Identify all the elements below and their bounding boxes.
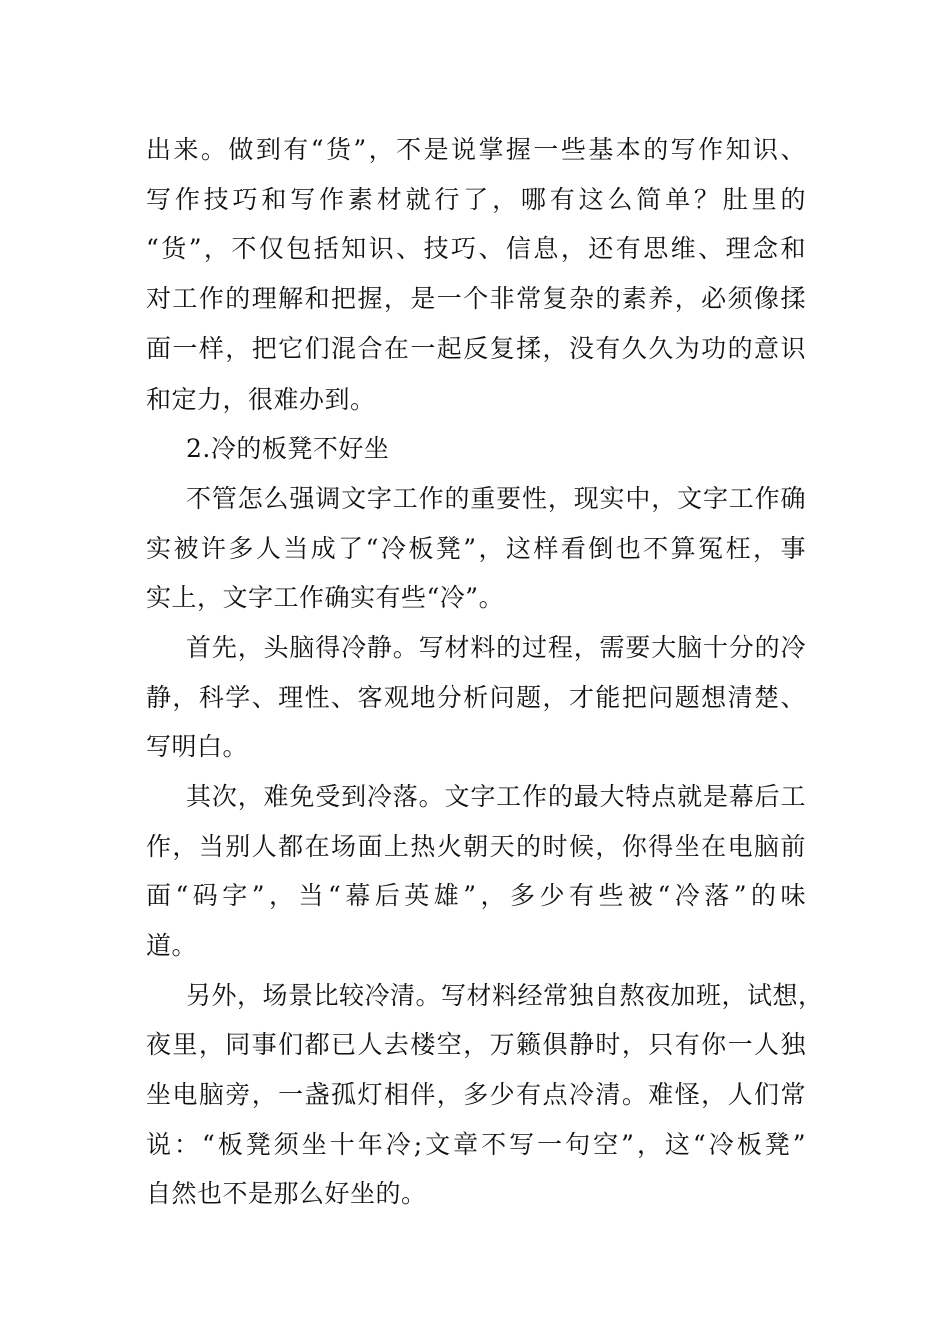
text-line: 对工作的理解和把握，是一个非常复杂的素养，必须像揉 [146,284,806,313]
text-line: “货”，不仅包括知识、技巧、信息，还有思维、理念和 [146,234,806,263]
text-line: 写明白。 [146,732,249,761]
text-line: 面“码字”，当“幕后英雄”，多少有些被“冷落”的味 [146,881,806,910]
text-line: 静，科学、理性、客观地分析问题，才能把问题想清楚、 [146,683,806,712]
text-line: 实上，文字工作确实有些“冷”。 [146,583,505,612]
text-line: 写作技巧和写作素材就行了，哪有这么简单？肚里的 [146,185,806,214]
text-line: 道。 [146,931,198,960]
section-heading: 2.冷的板凳不好坐 [186,434,390,463]
text-line: 说：“板凳须坐十年冷;文章不写一句空”，这“冷板凳” [146,1130,806,1159]
text-line: 首先，头脑得冷静。写材料的过程，需要大脑十分的冷 [186,633,806,662]
text-line: 自然也不是那么好坐的。 [146,1179,427,1208]
text-line: 夜里，同事们都已人去楼空，万籁俱静时，只有你一人独 [146,1030,806,1059]
text-line: 面一样，把它们混合在一起反复揉，没有久久为功的意识 [146,334,806,363]
text-line: 和定力，很难办到。 [146,385,376,414]
text-line: 另外，场景比较冷清。写材料经常独自熬夜加班，试想， [186,981,824,1010]
text-line: 作，当别人都在场面上热火朝天的时候，你得坐在电脑前 [146,832,806,861]
text-line: 不管怎么强调文字工作的重要性，现实中，文字工作确 [186,484,806,513]
text-line: 坐电脑旁，一盏孤灯相伴，多少有点冷清。难怪，人们常 [146,1080,806,1109]
text-line: 其次，难免受到冷落。文字工作的最大特点就是幕后工 [186,782,806,811]
text-line: 出来。做到有“货”，不是说掌握一些基本的写作知识、 [146,135,806,164]
text-line: 实被许多人当成了“冷板凳”，这样看倒也不算冤枉，事 [146,534,806,563]
